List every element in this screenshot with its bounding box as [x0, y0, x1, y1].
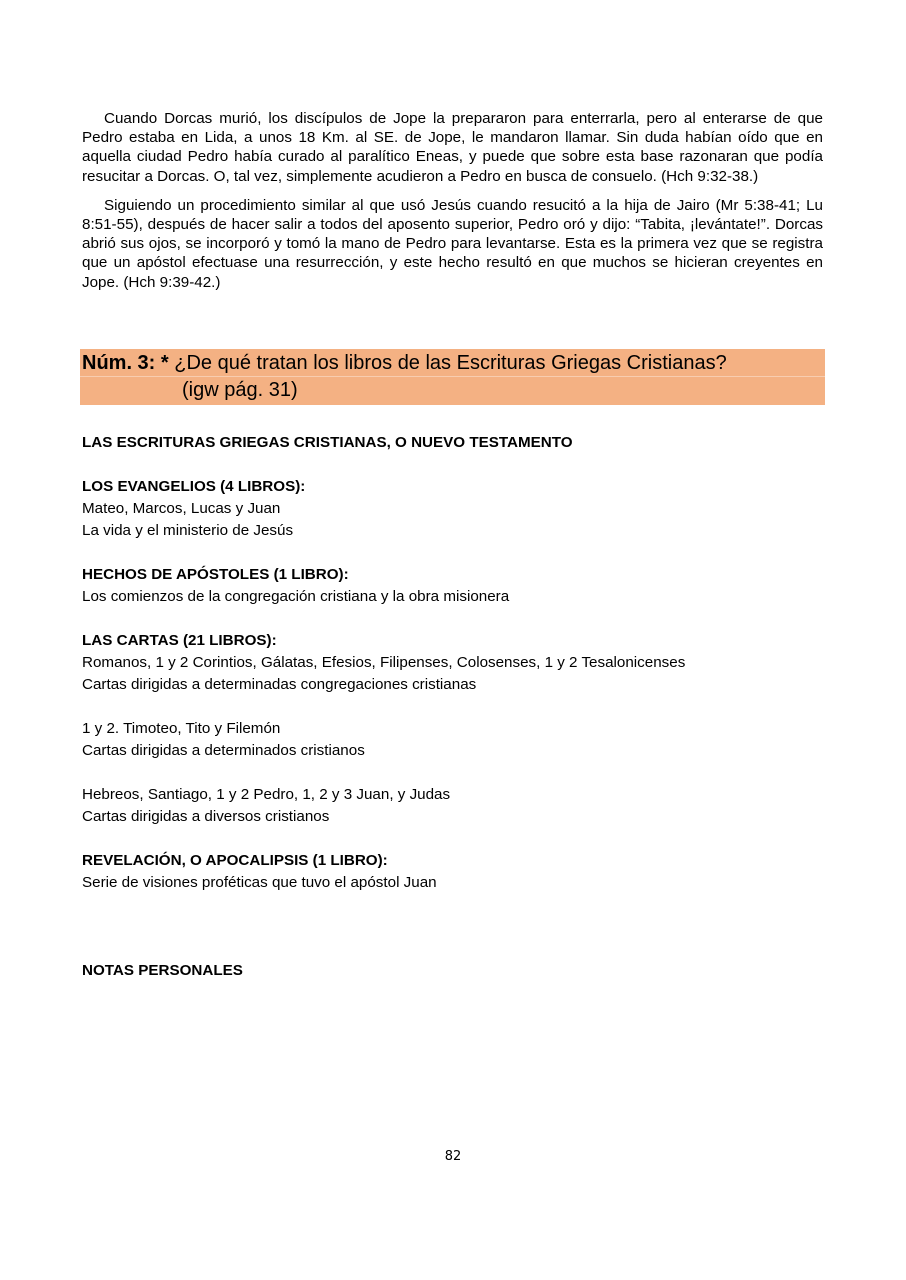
main-heading: LAS ESCRITURAS GRIEGAS CRISTIANAS, O NUEVO TESTAMENTO [82, 434, 573, 451]
spacer [82, 762, 823, 784]
letters-group2-books: 1 y 2. Timoteo, Tito y Filemón [82, 720, 281, 737]
spacer [82, 828, 823, 850]
paragraph-dorcas-resurrection: Siguiendo un procedimiento similar al que usó Jesús cuando resucitó a la hija de Jairo (Mr 5:38-41; Lu 8:51-55), después de hacer salir a todos del aposento superior, Pedro oró y dijo: “Tabita, ¡levántate!”. Dorcas abrió sus ojos, se incorporó y tomó la mano de Pedro para levantarse. Esta es la primera vez que se registra que un apóstol efectuase una resurrección, y este hecho resultó en que muchos se hicieran creyentes en Jope. (Hch 9:39-42.) [82, 196, 823, 291]
letters-group3-books: Hebreos, Santiago, 1 y 2 Pedro, 1, 2 y 3 Juan, y Judas [82, 786, 451, 803]
notes-heading: NOTAS PERSONALES [82, 962, 243, 979]
question-text: ¿De qué tratan los libros de las Escrituras Griegas Cristianas? [174, 352, 727, 374]
acts-description: Los comienzos de la congregación cristiana y la obra misionera [82, 588, 510, 605]
letters-group3-description: Cartas dirigidas a diversos cristianos [82, 808, 330, 825]
paragraph-dorcas-death: Cuando Dorcas murió, los discípulos de Jope la prepararon para enterrarla, pero al enterarse de que Pedro estaba en Lida, a unos 18 Km. al SE. de Jope, le mandaron llamar. Sin duda habían oído que en aquella ciudad Pedro había curado al paralítico Eneas, y puede que sobre esta base razonaran que podía resucitar a Dorcas. O, tal vez, simplemente acudieron a Pedro en busca de consuelo. (Hch 9:32-38.) [82, 110, 823, 185]
spacer [82, 542, 823, 564]
question-heading [80, 349, 825, 405]
letters-heading: LAS CARTAS (21 LIBROS): [82, 632, 277, 649]
spacer [82, 454, 823, 476]
revelation-heading: REVELACIÓN, O APOCALIPSIS (1 LIBRO): [82, 852, 388, 869]
gospels-books: Mateo, Marcos, Lucas y Juan [82, 500, 281, 517]
question-number: Núm. 3: * [82, 352, 169, 374]
gospels-heading: LOS EVANGELIOS (4 LIBROS): [82, 478, 306, 495]
page-number: 82 [444, 1149, 462, 1164]
letters-group2-description: Cartas dirigidas a determinados cristianos [82, 742, 365, 759]
books-outline [82, 432, 823, 982]
gospels-description: La vida y el ministerio de Jesús [82, 522, 294, 539]
letters-group1-books: Romanos, 1 y 2 Corintios, Gálatas, Efesios, Filipenses, Colosenses, 1 y 2 Tesalonicenses [82, 654, 686, 671]
spacer [82, 608, 823, 630]
intro-text [82, 109, 823, 302]
acts-heading: HECHOS DE APÓSTOLES (1 LIBRO): [82, 566, 349, 583]
spacer [82, 696, 823, 718]
revelation-description: Serie de visiones proféticas que tuvo el apóstol Juan [82, 874, 437, 891]
spacer [82, 894, 823, 960]
question-heading-line [82, 350, 727, 376]
letters-group1-description: Cartas dirigidas a determinadas congregaciones cristianas [82, 676, 477, 693]
question-reference: (igw pág. 31) [182, 379, 298, 401]
